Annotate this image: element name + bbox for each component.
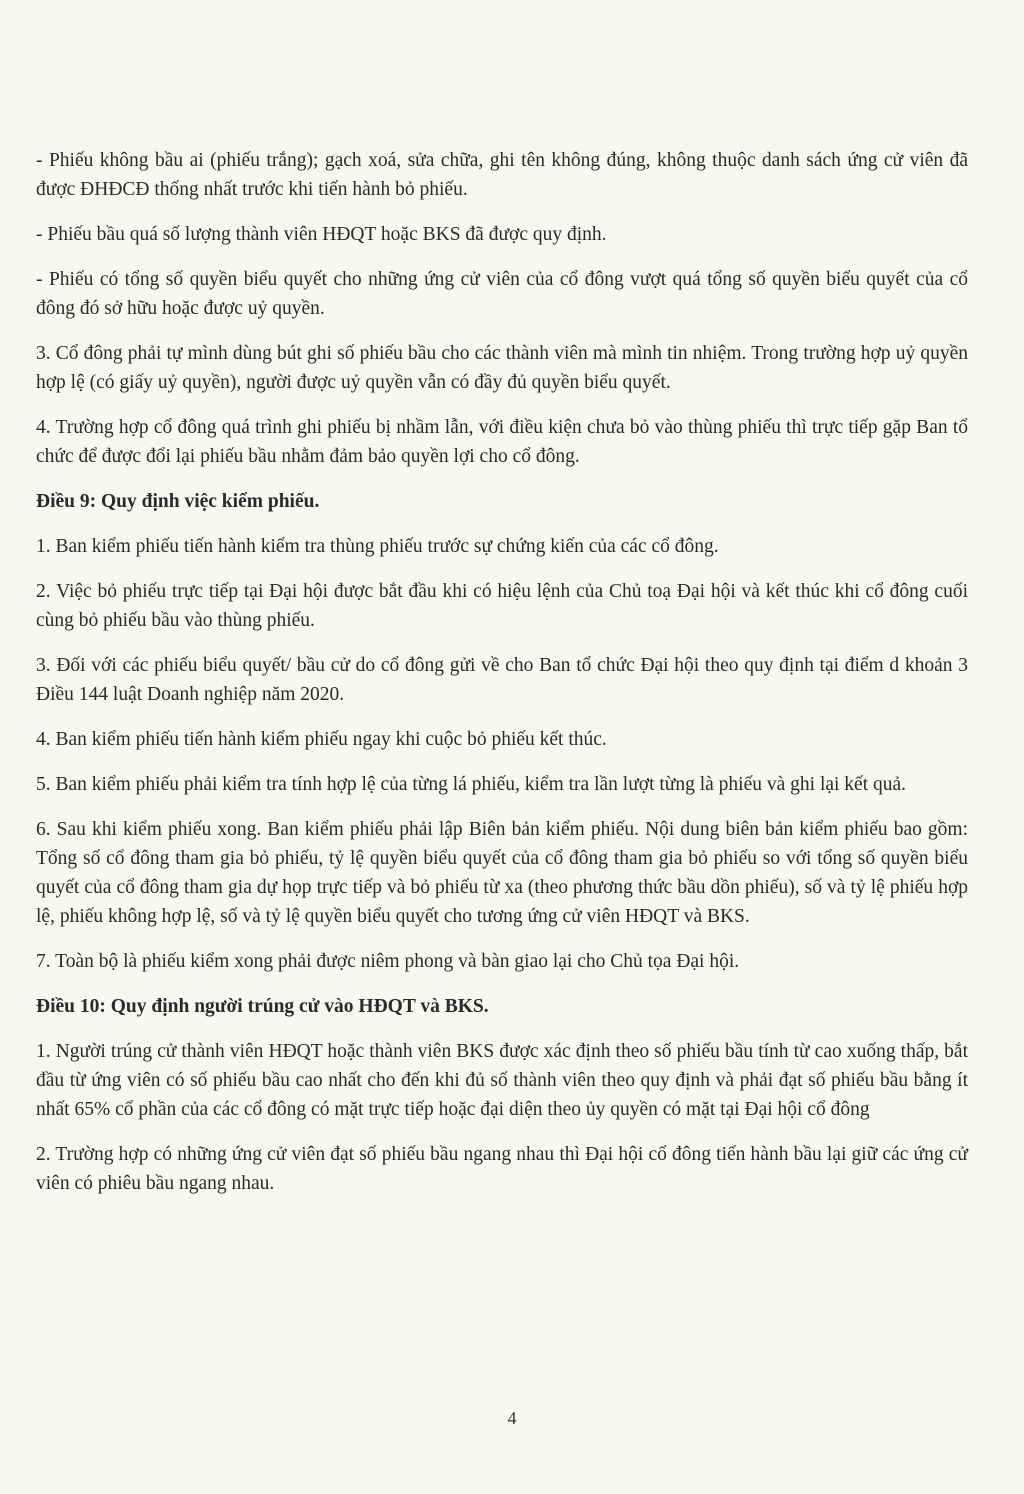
paragraph-blank-ballot: - Phiếu không bầu ai (phiếu trắng); gạch xoá, sửa chữa, ghi tên không đúng, không thuộc danh sách ứng cử viên đã được ĐHĐCĐ thống nhất trước khi tiến hành bỏ phiếu. — [36, 150, 968, 200]
paragraph-excess-voting-rights: - Phiếu có tổng số quyền biểu quyết cho những ứng cử viên của cổ đông vượt quá tổng số quyền biểu quyết của cổ đông đó sở hữu hoặc được uỷ quyền. — [36, 269, 968, 319]
article-9-item-2: 2. Việc bỏ phiếu trực tiếp tại Đại hội được bắt đầu khi có hiệu lệnh của Chủ toạ Đại hội và kết thúc khi cổ đông cuối cùng bỏ phiếu bầu vào thùng phiếu. — [36, 581, 968, 631]
paragraph-shareholder-writes: 3. Cổ đông phải tự mình dùng bút ghi số phiếu bầu cho các thành viên mà mình tin nhiệm. Trong trường hợp uỷ quyền hợp lệ (có giấy uỷ quyền), người được uỷ quyền vẫn có đầy đủ quyền biểu quyết. — [36, 343, 968, 393]
article-9-item-7: 7. Toàn bộ là phiếu kiểm xong phải được niêm phong và bàn giao lại cho Chủ tọa Đại hội. — [36, 951, 740, 972]
article-9-item-6: 6. Sau khi kiểm phiếu xong. Ban kiểm phiếu phải lập Biên bản kiểm phiếu. Nội dung biên bản kiểm phiếu bao gồm: Tổng số cổ đông tham gia bỏ phiếu, tỷ lệ quyền biểu quyết của cổ đông tham gia bỏ phiếu so với tổng số quyền biểu quyết của cổ đông tham gia dự họp trực tiếp và bỏ phiếu từ xa (theo phương thức bầu dồn phiếu), số và tỷ lệ phiếu hợp lệ, phiếu không hợp lệ, số và tỷ lệ quyền biểu quyết cho tương ứng cử viên HĐQT và BKS. — [36, 819, 968, 927]
article-9-item-1: 1. Ban kiểm phiếu tiến hành kiểm tra thùng phiếu trước sự chứng kiến của các cổ đông. — [36, 536, 719, 557]
article-9-heading: Điều 9: Quy định việc kiểm phiếu. — [36, 491, 320, 512]
article-10-heading: Điều 10: Quy định người trúng cử vào HĐQT và BKS. — [36, 996, 489, 1017]
paragraph-excess-members: - Phiếu bầu quá số lượng thành viên HĐQT hoặc BKS đã được quy định. — [36, 224, 607, 245]
paragraph-ballot-mistake: 4. Trường hợp cổ đông quá trình ghi phiếu bị nhầm lẫn, với điều kiện chưa bỏ vào thùng phiếu thì trực tiếp gặp Ban tổ chức để được đổi lại phiếu bầu nhằm đảm bảo quyền lợi cho cổ đông. — [36, 417, 968, 467]
article-10-item-2: 2. Trường hợp có những ứng cử viên đạt số phiếu bầu ngang nhau thì Đại hội cổ đông tiến hành bầu lại giữ các ứng cử viên có phiêu bầu ngang nhau. — [36, 1144, 968, 1194]
document-body — [36, 146, 968, 1214]
article-9-item-4: 4. Ban kiểm phiếu tiến hành kiểm phiếu ngay khi cuộc bỏ phiếu kết thúc. — [36, 729, 607, 750]
page-number: 4 — [507, 1408, 517, 1428]
article-10-item-1: 1. Người trúng cử thành viên HĐQT hoặc thành viên BKS được xác định theo số phiếu bầu tính từ cao xuống thấp, bắt đầu từ ứng viên có số phiếu bầu cao nhất cho đến khi đủ số thành viên theo quy định và phải đạt số phiếu bầu bằng ít nhất 65% cổ phần của các cổ đông có mặt trực tiếp hoặc đại diện theo ủy quyền có mặt tại Đại hội cổ đông — [36, 1041, 968, 1120]
article-9-item-5: 5. Ban kiểm phiếu phải kiểm tra tính hợp lệ của từng lá phiếu, kiểm tra lần lượt từng là phiếu và ghi lại kết quả. — [36, 774, 907, 795]
article-9-item-3: 3. Đối với các phiếu biểu quyết/ bầu cử do cổ đông gửi về cho Ban tổ chức Đại hội theo quy định tại điểm d khoản 3 Điều 144 luật Doanh nghiệp năm 2020. — [36, 655, 968, 705]
